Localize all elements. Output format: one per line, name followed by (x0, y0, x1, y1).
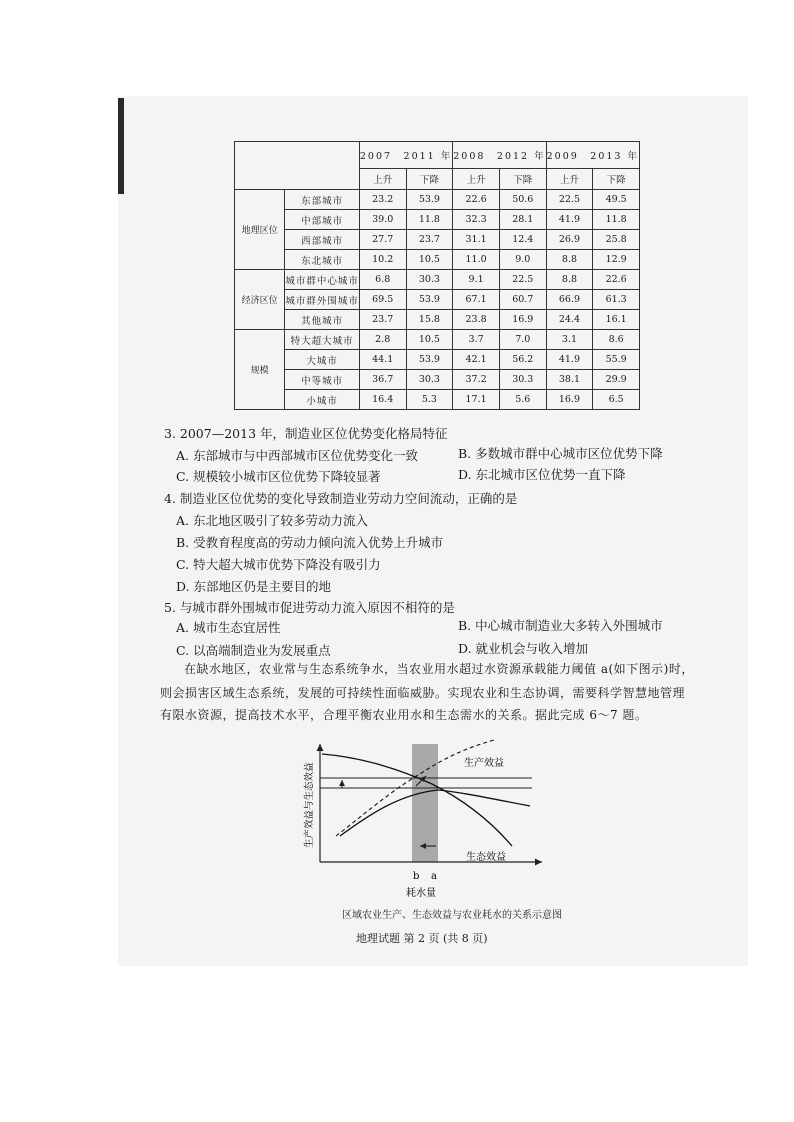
table-row (235, 370, 640, 390)
value-cell: 24.4 (546, 310, 593, 330)
value-cell: 41.9 (546, 350, 593, 370)
value-cell: 8.8 (546, 250, 593, 270)
value-cell: 42.1 (453, 350, 500, 370)
value-cell: 39.0 (359, 210, 406, 230)
header-blank-cell (235, 142, 360, 190)
passage-line-2: 则会损害区域生态系统，发展的可持续性面临威胁。实现农业和生态协调，需要科学智慧地管理 (160, 686, 686, 700)
value-cell: 16.4 (359, 390, 406, 410)
value-cell: 16.9 (546, 390, 593, 410)
period-header: 2009 2013 年 (546, 142, 639, 169)
category-cell: 中等城市 (285, 370, 360, 390)
period-header: 2008 2012 年 (453, 142, 546, 169)
value-cell: 23.2 (359, 190, 406, 210)
value-cell: 3.7 (453, 330, 500, 350)
q4-option-b[interactable]: B. 受教育程度高的劳动力倾向流入优势上升城市 (176, 535, 444, 550)
value-cell: 12.9 (593, 250, 640, 270)
value-cell: 36.7 (359, 370, 406, 390)
table-row (235, 350, 640, 370)
y-axis-label: 生产效益与生态效益 (304, 762, 315, 848)
value-cell: 11.8 (406, 210, 453, 230)
value-cell: 49.5 (593, 190, 640, 210)
value-cell: 10.5 (406, 330, 453, 350)
value-cell: 22.6 (453, 190, 500, 210)
table-header-row (235, 142, 640, 169)
value-cell: 2.8 (359, 330, 406, 350)
water-benefit-figure (300, 736, 560, 904)
tick-a: a (431, 871, 437, 882)
category-cell: 小城市 (285, 390, 360, 410)
value-cell: 30.3 (406, 370, 453, 390)
value-cell: 5.3 (406, 390, 453, 410)
value-cell: 15.8 (406, 310, 453, 330)
table-body (235, 190, 640, 410)
passage-line-3: 有限水资源，提高技术水平，合理平衡农业用水和生态需水的关系。据此完成 6～7 题。 (160, 708, 648, 722)
sub-header: 下降 (406, 169, 453, 190)
value-cell: 66.9 (546, 290, 593, 310)
q5-option-d[interactable]: D. 就业机会与收入增加 (458, 641, 589, 656)
value-cell: 26.9 (546, 230, 593, 250)
value-cell: 16.1 (593, 310, 640, 330)
value-cell: 25.8 (593, 230, 640, 250)
table-row (235, 270, 640, 290)
group-label: 规模 (235, 330, 285, 410)
q3-option-d[interactable]: D. 东北城市区位优势一直下降 (458, 467, 626, 482)
value-cell: 30.3 (406, 270, 453, 290)
q5-option-a[interactable]: A. 城市生态宜居性 (176, 620, 281, 635)
table-row (235, 230, 640, 250)
value-cell: 61.3 (593, 290, 640, 310)
value-cell: 5.6 (499, 390, 546, 410)
value-cell: 3.1 (546, 330, 593, 350)
q4-option-d[interactable]: D. 东部地区仍是主要目的地 (176, 579, 332, 594)
label-production: 生产效益 (464, 758, 504, 769)
sub-header: 上升 (546, 169, 593, 190)
value-cell: 12.4 (499, 230, 546, 250)
value-cell: 17.1 (453, 390, 500, 410)
category-cell: 东北城市 (285, 250, 360, 270)
value-cell: 8.6 (593, 330, 640, 350)
table-row (235, 390, 640, 410)
value-cell: 11.0 (453, 250, 500, 270)
value-cell: 44.1 (359, 350, 406, 370)
sub-header: 上升 (453, 169, 500, 190)
q5-stem: 5. 与城市群外围城市促进劳动力流入原因不相符的是 (164, 600, 455, 615)
value-cell: 31.1 (453, 230, 500, 250)
value-cell: 28.1 (499, 210, 546, 230)
table-row (235, 210, 640, 230)
group-label: 地理区位 (235, 190, 285, 270)
value-cell: 53.9 (406, 190, 453, 210)
category-cell: 城市群中心城市 (285, 270, 360, 290)
sub-header: 上升 (359, 169, 406, 190)
value-cell: 23.8 (453, 310, 500, 330)
value-cell: 9.0 (499, 250, 546, 270)
value-cell: 22.5 (499, 270, 546, 290)
value-cell: 53.9 (406, 290, 453, 310)
category-cell: 中部城市 (285, 210, 360, 230)
value-cell: 27.7 (359, 230, 406, 250)
value-cell: 32.3 (453, 210, 500, 230)
value-cell: 69.5 (359, 290, 406, 310)
q4-option-a[interactable]: A. 东北地区吸引了较多劳动力流入 (176, 513, 368, 528)
value-cell: 37.2 (453, 370, 500, 390)
category-cell: 东部城市 (285, 190, 360, 210)
value-cell: 50.6 (499, 190, 546, 210)
value-cell: 6.5 (593, 390, 640, 410)
q4-option-c[interactable]: C. 特大超大城市优势下降没有吸引力 (176, 557, 381, 572)
value-cell: 23.7 (359, 310, 406, 330)
value-cell: 55.9 (593, 350, 640, 370)
threshold-band (412, 744, 438, 862)
figure-caption: 区域农业生产、生态效益与农业耗水的关系示意图 (342, 910, 562, 921)
q3-option-a[interactable]: A. 东部城市与中西部城市区位优势变化一致 (176, 448, 418, 463)
value-cell: 60.7 (499, 290, 546, 310)
value-cell: 7.0 (499, 330, 546, 350)
value-cell: 22.6 (593, 270, 640, 290)
value-cell: 6.8 (359, 270, 406, 290)
x-axis-label: 耗水量 (406, 888, 436, 899)
data-table (234, 141, 640, 410)
sub-header: 下降 (499, 169, 546, 190)
table-row (235, 330, 640, 350)
sub-header: 下降 (593, 169, 640, 190)
q3-option-c[interactable]: C. 规模较小城市区位优势下降较显著 (176, 469, 381, 484)
value-cell: 11.8 (593, 210, 640, 230)
value-cell: 8.8 (546, 270, 593, 290)
category-cell: 其他城市 (285, 310, 360, 330)
label-ecology: 生态效益 (466, 852, 506, 863)
q4-stem: 4. 制造业区位优势的变化导致制造业劳动力空间流动，正确的是 (164, 491, 518, 506)
value-cell: 29.9 (593, 370, 640, 390)
table-row (235, 290, 640, 310)
value-cell: 16.9 (499, 310, 546, 330)
q5-option-b[interactable]: B. 中心城市制造业大多转入外围城市 (458, 618, 663, 633)
value-cell: 30.3 (499, 370, 546, 390)
value-cell: 23.7 (406, 230, 453, 250)
q3-option-b[interactable]: B. 多数城市群中心城市区位优势下降 (458, 446, 663, 461)
category-cell: 大城市 (285, 350, 360, 370)
value-cell: 53.9 (406, 350, 453, 370)
table-row (235, 190, 640, 210)
q3-stem: 3. 2007—2013 年，制造业区位优势变化格局特征 (164, 426, 448, 441)
value-cell: 22.5 (546, 190, 593, 210)
period-header: 2007 2011 年 (359, 142, 452, 169)
table-row (235, 310, 640, 330)
value-cell: 10.5 (406, 250, 453, 270)
value-cell: 41.9 (546, 210, 593, 230)
group-label: 经济区位 (235, 270, 285, 330)
value-cell: 38.1 (546, 370, 593, 390)
category-cell: 城市群外围城市 (285, 290, 360, 310)
value-cell: 9.1 (453, 270, 500, 290)
category-cell: 特大超大城市 (285, 330, 360, 350)
value-cell: 56.2 (499, 350, 546, 370)
page-footer: 地理试题 第 2 页 (共 8 页) (356, 932, 488, 945)
value-cell: 10.2 (359, 250, 406, 270)
q5-option-c[interactable]: C. 以高端制造业为发展重点 (176, 643, 331, 658)
category-cell: 西部城市 (285, 230, 360, 250)
table-row (235, 250, 640, 270)
passage-line-1: 在缺水地区，农业常与生态系统争水，当农业用水超过水资源承载能力阈值 a(如下图示)时， (184, 662, 694, 676)
scan-edge-mark (118, 98, 124, 194)
value-cell: 67.1 (453, 290, 500, 310)
tick-b: b (413, 871, 420, 882)
